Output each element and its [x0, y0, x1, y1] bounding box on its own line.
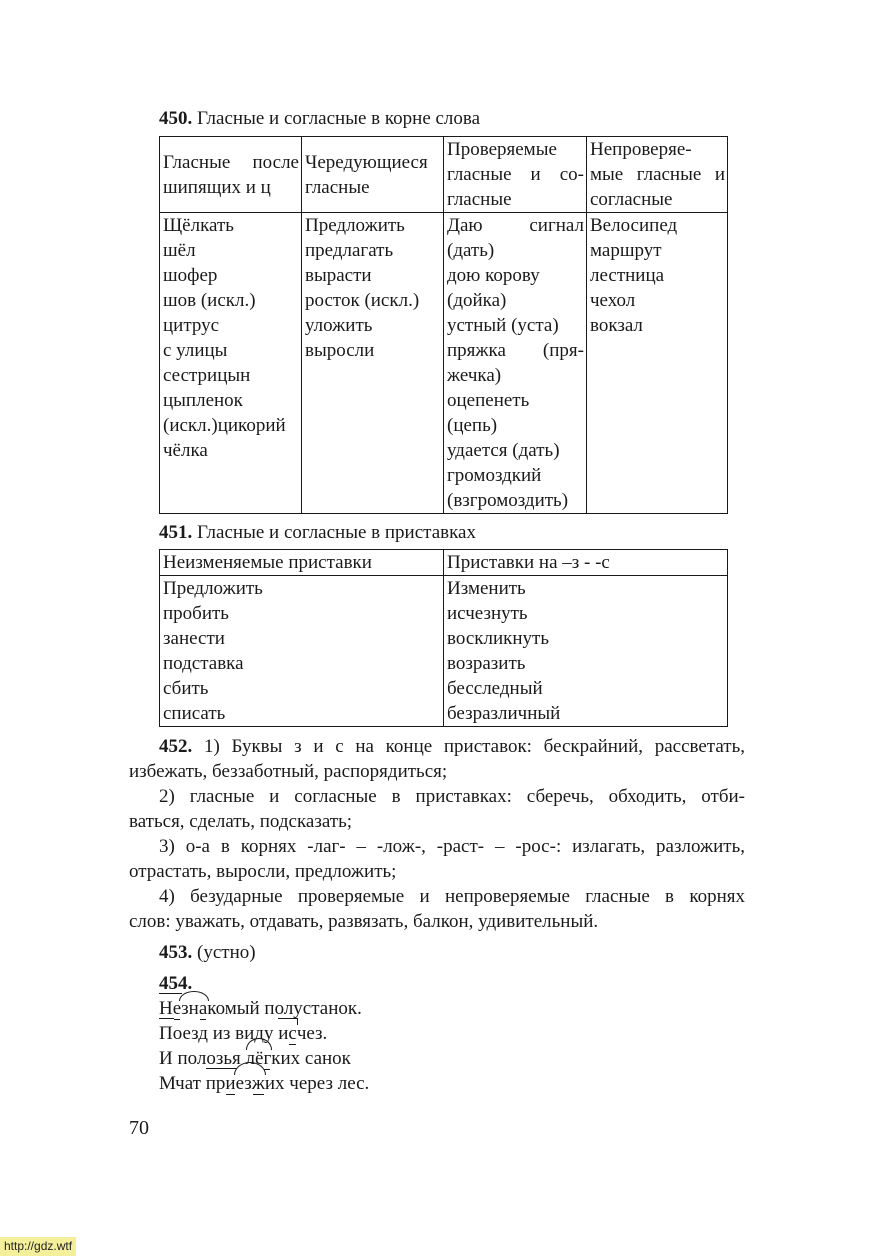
cell-line: пряжка (пря-	[447, 340, 584, 361]
cell-line: вырасти	[305, 265, 372, 286]
header-line: Гласные после	[163, 151, 299, 173]
letters: Н	[159, 998, 173, 1019]
root-mark	[181, 996, 207, 1021]
cell-line: громоздкий	[447, 465, 542, 486]
underlined-letter: с	[288, 1023, 297, 1044]
underlined-letter: и	[225, 1073, 236, 1094]
cell-line: (искл.)цикорий	[163, 415, 286, 436]
task-451-heading	[159, 520, 476, 545]
cell-line: устный (уста)	[447, 315, 559, 336]
cell-line: Предложить	[163, 578, 263, 599]
letters: Мчат	[159, 1073, 206, 1094]
letters: ез	[235, 1073, 252, 1094]
task-453	[159, 940, 256, 965]
letters: И полозья	[159, 1048, 246, 1069]
cell-line: чехол	[590, 290, 636, 311]
task-450-heading	[159, 106, 480, 131]
prefix-mark	[159, 1021, 173, 1046]
task-452-item-1	[129, 734, 745, 784]
header-line: Проверяемые	[447, 139, 557, 160]
cell-line: (цепь)	[447, 415, 498, 436]
task-452-item-3	[129, 834, 745, 884]
cell-line: пробить	[163, 603, 229, 624]
root-mark	[236, 1071, 265, 1096]
letters: пр	[205, 1073, 226, 1094]
cell-line: сестрицын	[163, 365, 251, 386]
underlined-letter: г	[263, 1048, 272, 1069]
underlined-letter: ж	[251, 1073, 265, 1094]
cell-line: шофер	[163, 265, 218, 286]
letters: езд из виду	[182, 1023, 279, 1044]
cell-line: шов (искл.)	[163, 290, 256, 311]
cell-line: шёл	[163, 240, 196, 261]
poem-line-4	[159, 1071, 369, 1096]
letters: чез.	[296, 1023, 328, 1044]
paragraph-line	[129, 734, 745, 759]
task-title: Гласные и согласные в приставках	[197, 522, 476, 543]
cell-line: списать	[163, 703, 226, 724]
underlined-letter: а	[198, 998, 208, 1019]
table-header-row	[160, 550, 728, 576]
header-line: шипящих и ц	[163, 176, 271, 198]
column-cell	[587, 213, 728, 514]
item-text: 1) Буквы з и с на конце приставок: бескрайний, рассветать,	[203, 736, 746, 757]
cell-line: (дать)	[447, 240, 495, 261]
cell-line: сбить	[163, 678, 209, 699]
task-number: 451.	[159, 522, 193, 543]
paragraph-line: ваться, сделать, подсказать;	[129, 811, 353, 832]
letters: их через лес.	[264, 1073, 370, 1094]
task-number: 452.	[159, 736, 193, 757]
letters: ких санок	[271, 1048, 351, 1069]
page-number: 70	[129, 1117, 149, 1139]
cell-line: удается (дать)	[447, 440, 560, 461]
roots-table	[159, 136, 728, 514]
watermark-link[interactable]: http://gdz.wtf	[0, 1237, 76, 1256]
letters: л	[245, 1048, 256, 1069]
paragraph-line: слов: уважать, отдавать, развязать, балкон, удивительный.	[129, 911, 599, 932]
item-text: 3) о-а в корнях -лаг- – -лож-, -раст- – -рос-: излагать, разложить,	[159, 836, 745, 857]
letters: ё	[255, 1048, 264, 1069]
column-cell	[302, 213, 444, 514]
cell-line: Предложить	[305, 215, 405, 236]
cell-line: чёлка	[163, 440, 208, 461]
task-number: 450.	[159, 108, 193, 129]
underlined-letter: е	[172, 998, 182, 1019]
cell-line: уложить	[305, 315, 373, 336]
cell-line: дою корову	[447, 265, 540, 286]
header-cell: Приставки на –з - -с	[444, 550, 728, 576]
cell-line: маршрут	[590, 240, 662, 261]
header-cell	[302, 137, 444, 213]
header-line: Непроверяе-	[590, 139, 692, 160]
cell-line: воскликнуть	[447, 628, 549, 649]
header-cell	[444, 137, 587, 213]
header-line: Чередующиеся	[305, 151, 428, 173]
letters: о	[172, 1023, 183, 1044]
prefixes-table	[159, 549, 728, 727]
task-454-number: 454.	[159, 973, 193, 994]
paragraph-line: отрастать, выросли, предложить;	[129, 861, 397, 882]
poem-line-1	[159, 996, 362, 1021]
cell-line: занести	[163, 628, 225, 649]
header-line: гласные	[447, 189, 512, 210]
task-text: (устно)	[197, 942, 256, 963]
letters: комый полустанок.	[207, 998, 362, 1019]
header-line: гласные	[305, 176, 370, 198]
cell-line: предлагать	[305, 240, 394, 261]
cell-line: возразить	[447, 653, 526, 674]
cell-line: росток (искл.)	[305, 290, 420, 311]
cell-line: (взгромоздить)	[447, 490, 569, 511]
cell-line: Велосипед	[590, 215, 678, 236]
cell-line: Даю сигнал	[447, 215, 584, 236]
header-cell	[160, 137, 302, 213]
paragraph-line	[129, 884, 745, 909]
header-cell	[587, 137, 728, 213]
paragraph-line	[129, 834, 745, 859]
item-text: 4) безударные проверяемые и непроверяемые гласные в корнях	[159, 886, 745, 907]
task-title: Гласные и согласные в корне слова	[197, 108, 481, 129]
cell-line: цитрус	[163, 315, 220, 336]
letters: П	[159, 1023, 173, 1044]
header-line: мые гласные и	[590, 164, 725, 185]
header-cell: Неизменяемые приставки	[160, 550, 444, 576]
cell-line: (дойка)	[447, 290, 507, 311]
task-452-item-2	[129, 784, 745, 834]
cell-line: безразличный	[447, 703, 561, 724]
table-row	[160, 576, 728, 727]
paragraph-line	[129, 784, 745, 809]
column-cell	[444, 576, 728, 727]
cell-line: жечка)	[447, 365, 502, 386]
prefix-mark	[278, 1021, 297, 1046]
cell-line: лестница	[590, 265, 665, 286]
cell-line: бесследный	[447, 678, 543, 699]
letters: зн	[181, 998, 199, 1019]
prefix-mark	[206, 1071, 236, 1096]
header-line: гласные и со-	[447, 164, 584, 185]
poem-line-2	[159, 1021, 327, 1046]
cell-line: подставка	[163, 653, 244, 674]
header-line: согласные	[590, 189, 673, 210]
cell-line: с улицы	[163, 340, 228, 361]
cell-line: исчезнуть	[447, 603, 528, 624]
task-452-item-4	[129, 884, 745, 934]
column-cell	[160, 213, 302, 514]
column-cell	[160, 576, 444, 727]
item-text: 2) гласные и согласные в приставках: сберечь, обходить, отби-	[159, 786, 745, 807]
cell-line: Щёлкать	[163, 215, 234, 236]
cell-line: выросли	[305, 340, 375, 361]
paragraph-line: избежать, беззаботный, распорядиться;	[129, 761, 448, 782]
column-cell	[444, 213, 587, 514]
letters: и	[278, 1023, 289, 1044]
task-number: 453.	[159, 942, 193, 963]
table-header-row	[160, 137, 728, 213]
cell-line: вокзал	[590, 315, 643, 336]
table-row	[160, 213, 728, 514]
cell-line: цыпленок	[163, 390, 243, 411]
cell-line: оцепенеть	[447, 390, 530, 411]
cell-line: Изменить	[447, 578, 526, 599]
